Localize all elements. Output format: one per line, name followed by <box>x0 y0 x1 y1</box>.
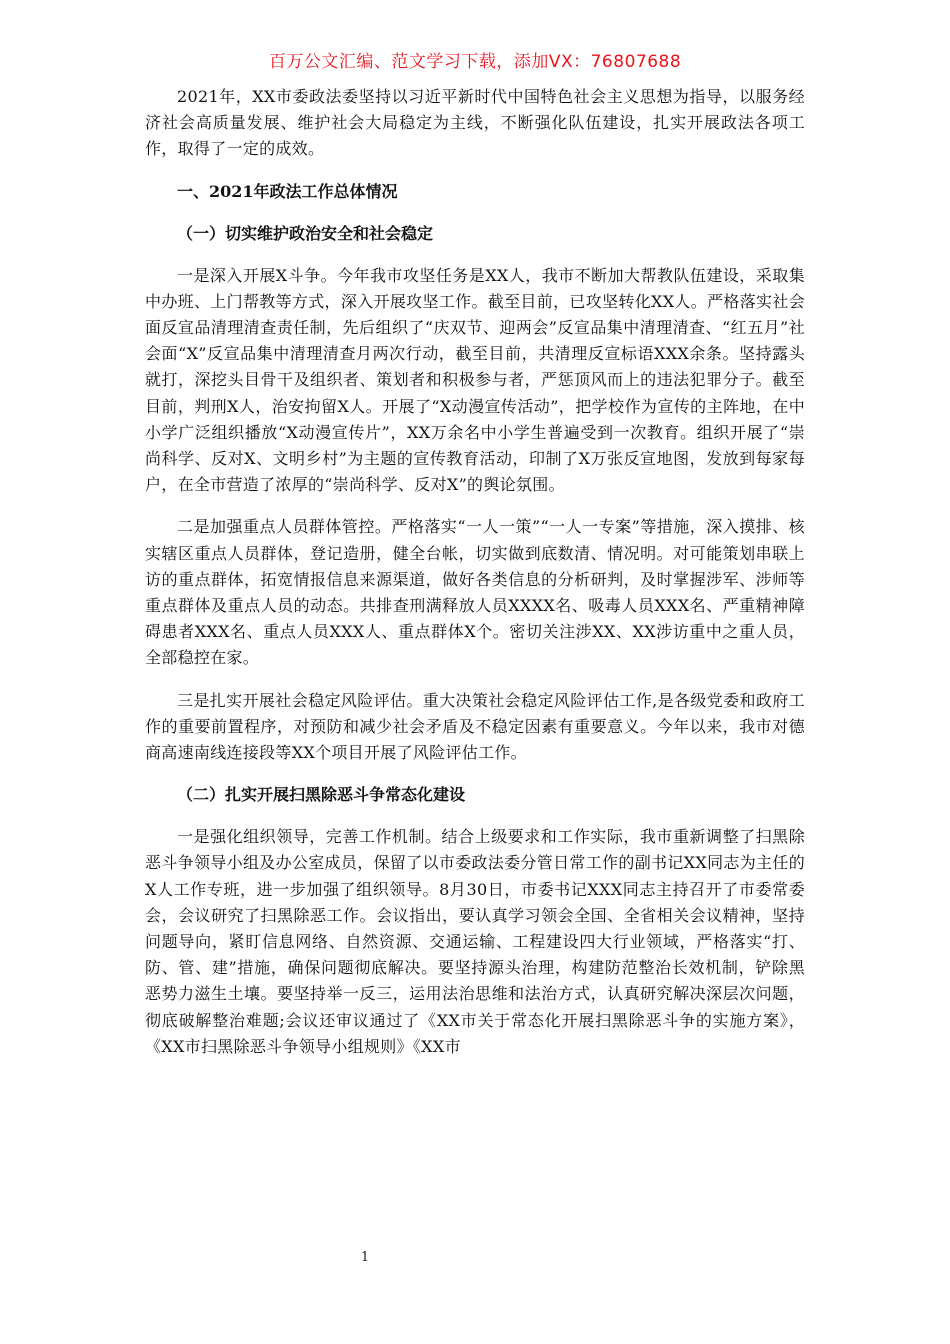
intro-paragraph: 2021年，XX市委政法委坚持以习近平新时代中国特色社会主义思想为指导，以服务经济社会高质量发展、维护社会大局稳定为主线，不断强化队伍建设，扎实开展政法各项工作，取得了一定的成效。 <box>145 87 805 159</box>
paragraph-x-struggle: 一是深入开展X斗争。今年我市攻坚任务是XX人，我市不断加大帮教队伍建设，采取集中办班、上门帮教等方式，深入开展攻坚工作。截至目前，已攻坚转化XX人。严格落实社会面反宣品清理清查责任制，先后组织了“庆双节、迎两会”反宣品集中清理清查、“红五月”社会面“X”反宣品集中清理清查月两次行动，截至目前，共清理反宣标语XXX余条。坚持露头就打，深挖头目骨干及组织者、策划者和积极参与者，严惩顶风而上的违法犯罪分子。截至目前，判刑X人，治安拘留X人。开展了“X动漫宣传活动”，把学校作为宣传的主阵地，在中小学广泛组织播放“X动漫宣传片”，XX万余名中小学生普遍受到一次教育。组织开展了“崇尚科学、反对X、文明乡村”为主题的宣传教育活动，印制了X万张反宣地图，发放到每家每户，在全市营造了浓厚的“崇尚科学、反对X”的舆论氛围。 <box>145 265 805 495</box>
document-body <box>145 84 805 1076</box>
header-banner: 百万公文汇编、范文学习下载，添加VX：76807688 <box>268 52 682 72</box>
page-number: 1 <box>360 1250 370 1265</box>
section-heading: 一、2021年政法工作总体情况 <box>177 181 398 201</box>
paragraph-risk-assessment: 三是扎实开展社会稳定风险评估。重大决策社会稳定风险评估工作,是各级党委和政府工作的重要前置程序，对预防和减少社会矛盾及不稳定因素有重要意义。今年以来，我市对德商高速南线连接段等XX个项目开展了风险评估工作。 <box>145 690 805 763</box>
paragraph-organization-leadership: 一是强化组织领导，完善工作机制。结合上级要求和工作实际，我市重新调整了扫黑除恶斗争领导小组及办公室成员，保留了以市委政法委分管日常工作的副书记XX同志为主任的X人工作专班，进一步加强了组织领导。8月30日，市委书记XXX同志主持召开了市委常委会，会议研究了扫黑除恶工作。会议指出，要认真学习领会全国、全省相关会议精神，坚持问题导向，紧盯信息网络、自然资源、交通运输、工程建设四大行业领域，严格落实“打、防、管、建”措施，确保问题彻底解决。要坚持源头治理，构建防范整治长效机制，铲除黑恶势力滋生土壤。要坚持举一反三，运用法治思维和法治方式，认真研究解决深层次问题，彻底破解整治难题;会议还审议通过了《XX市关于常态化开展扫黑除恶斗争的实施方案》，《XX市扫黑除恶斗争领导小组规则》《XX市 <box>145 827 805 1056</box>
subsection-heading-2: （二）扎实开展扫黑除恶斗争常态化建设 <box>177 785 466 805</box>
paragraph-key-personnel: 二是加强重点人员群体管控。严格落实“一人一策”“一人一专案”等措施，深入摸排、核实辖区重点人员群体，登记造册，健全台帐，切实做到底数清、情况明。对可能策划串联上访的重点群体，拓宽情报信息来源渠道，做好各类信息的分析研判，及时掌握涉军、涉师等重点群体及重点人员的动态。共排查刑满释放人员XXXX名、吸毒人员XXX名、严重精神障碍患者XXX名、重点人员XXX人、重点群体X个。密切关注涉XX、XX涉访重中之重人员，全部稳控在家。 <box>145 517 805 668</box>
subsection-heading-1: （一）切实维护政治安全和社会稳定 <box>177 223 434 243</box>
